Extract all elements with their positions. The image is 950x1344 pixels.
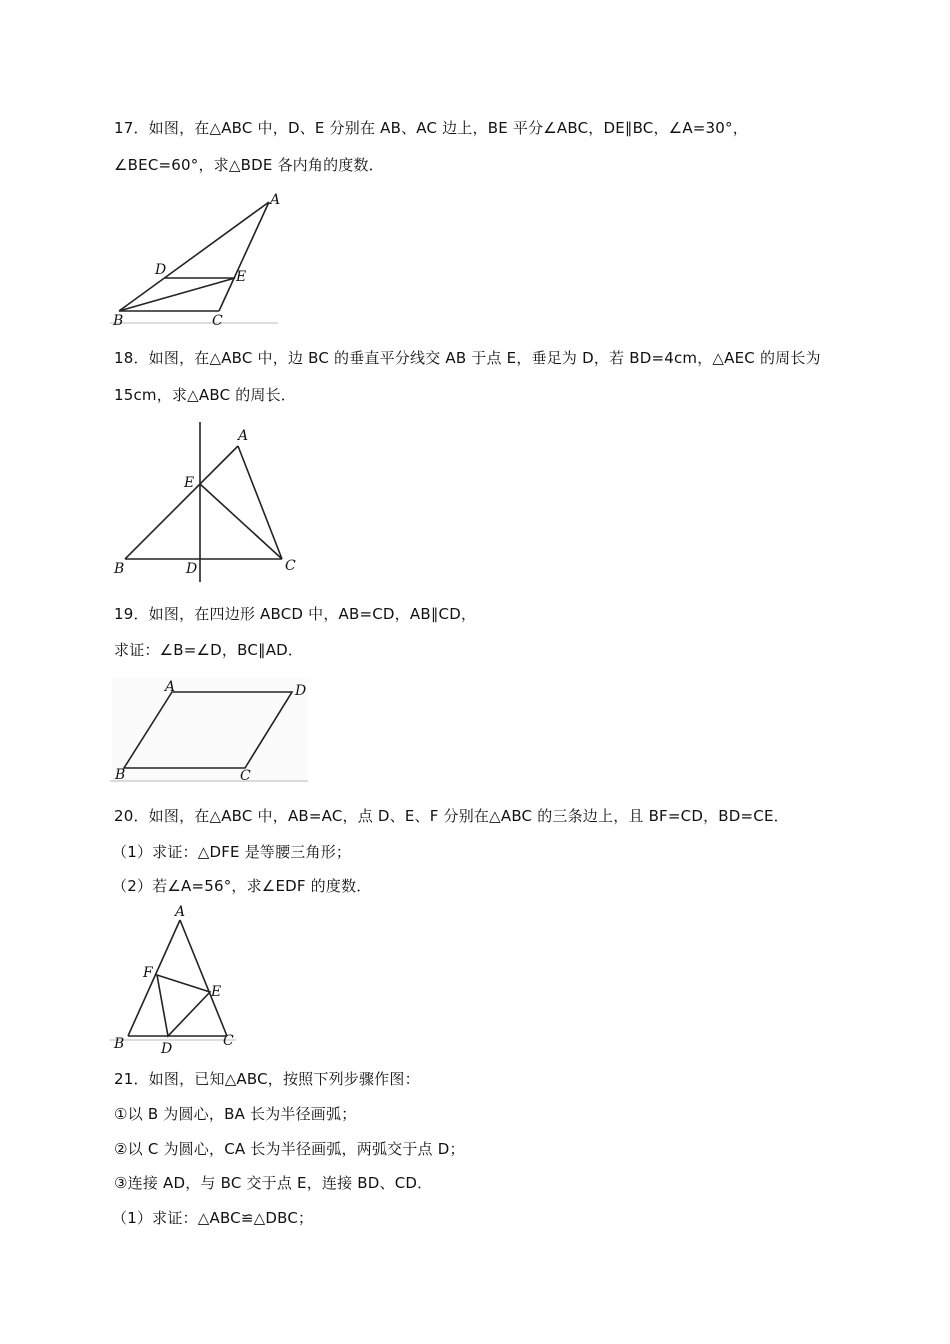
q17-side-ac xyxy=(219,202,269,311)
q21-text-line5: （1）求证：△ABC≌△DBC； xyxy=(112,1209,314,1227)
q21-text-line1: 21．如图，已知△ABC，按照下列步骤作图： xyxy=(114,1070,420,1088)
q19-figure-background xyxy=(112,678,308,782)
q17-segment-be xyxy=(119,278,235,311)
q18-label-b: B xyxy=(114,561,125,577)
q18-segment-ec xyxy=(200,484,282,559)
q17-text-line1: 17．如图，在△ABC 中，D、E 分别在 AB、AC 边上，BE 平分∠ABC，DE∥BC，∠A=30°， xyxy=(114,119,748,137)
q18-label-d: D xyxy=(186,561,198,577)
q19-text-line2: 求证：∠B=∠D，BC∥AD． xyxy=(114,641,304,659)
q20-label-e: E xyxy=(211,984,222,1000)
q20-text-line1: 20．如图，在△ABC 中，AB=AC，点 D、E、F 分别在△ABC 的三条边上，且 BF=CD，BD=CE． xyxy=(114,807,789,825)
q20-text-line3: （2）若∠A=56°，求∠EDF 的度数． xyxy=(112,877,372,895)
q18-label-c: C xyxy=(285,558,296,574)
q18-label-e: E xyxy=(184,475,195,491)
q17-label-a: A xyxy=(270,192,281,208)
q21-text-line4: ③连接 AD，与 BC 交于点 E，连接 BD、CD． xyxy=(114,1174,433,1192)
q19-figure xyxy=(110,676,315,786)
q17-text-line2: ∠BEC=60°，求△BDE 各内角的度数． xyxy=(114,156,384,174)
q19-label-b: B xyxy=(115,767,126,783)
q19-label-d: D xyxy=(295,683,307,699)
q19-label-a: A xyxy=(165,679,176,695)
q17-figure xyxy=(110,192,290,328)
q19-text-line1: 19．如图，在四边形 ABCD 中，AB=CD，AB∥CD， xyxy=(114,605,477,623)
q21-text-line3: ②以 C 为圆心，CA 长为半径画弧，两弧交于点 D； xyxy=(114,1140,465,1158)
q17-label-e: E xyxy=(236,269,247,285)
q20-side-ab xyxy=(128,920,180,1036)
q17-label-c: C xyxy=(212,313,223,328)
q17-label-d: D xyxy=(155,262,167,278)
q21-text-line2: ①以 B 为圆心，BA 长为半径画弧； xyxy=(114,1105,357,1123)
q20-label-a: A xyxy=(175,904,186,920)
q20-text-line2: （1）求证：△DFE 是等腰三角形； xyxy=(112,843,352,861)
q18-text-line2: 15cm，求△ABC 的周长． xyxy=(114,386,297,404)
q20-figure xyxy=(108,904,243,1056)
q20-label-d: D xyxy=(161,1041,173,1056)
q20-label-b: B xyxy=(114,1036,125,1052)
q20-side-ac xyxy=(180,920,227,1036)
q17-label-b: B xyxy=(113,313,124,328)
q19-label-c: C xyxy=(240,768,251,784)
q18-text-line1: 18．如图，在△ABC 中，边 BC 的垂直平分线交 AB 于点 E，垂足为 D，若 BD=4cm，△AEC 的周长为 xyxy=(114,349,821,367)
q17-side-ab xyxy=(119,202,269,311)
q18-figure xyxy=(110,420,310,585)
q20-label-f: F xyxy=(143,965,153,981)
q18-label-a: A xyxy=(238,428,249,444)
q20-triangle-dfe xyxy=(157,975,210,1036)
q18-side-ac xyxy=(238,446,282,559)
q20-label-c: C xyxy=(223,1033,234,1049)
